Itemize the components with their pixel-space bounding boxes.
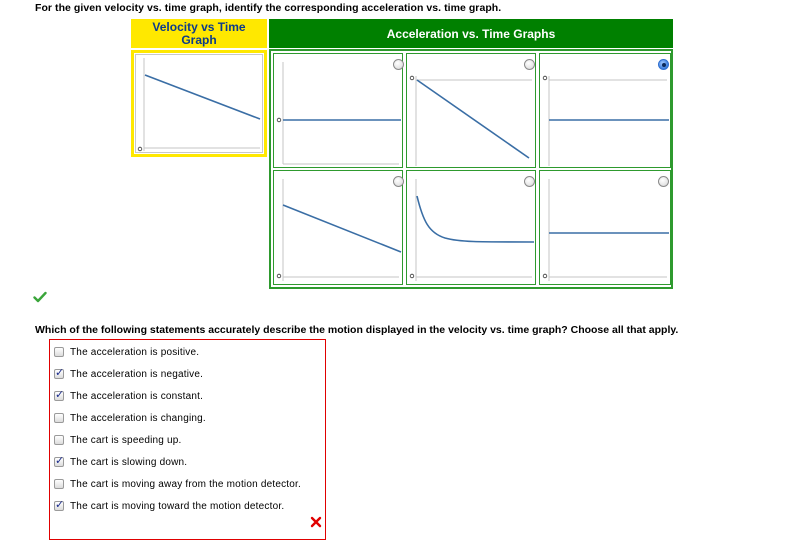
statements-options-box (49, 339, 326, 540)
statement-3-checkbox[interactable] (54, 391, 64, 401)
question-text: For the given velocity vs. time graph, identify the corresponding acceleration vs. time graph. (35, 2, 502, 14)
statement-5[interactable] (54, 433, 182, 447)
statement-2[interactable] (54, 367, 203, 381)
velocity-graph-frame (135, 54, 263, 153)
statement-5-label: The cart is speeding up. (70, 434, 182, 446)
statement-8-checkbox[interactable] (54, 501, 64, 511)
statement-3[interactable] (54, 389, 203, 403)
statement-6-label: The cart is slowing down. (70, 456, 188, 468)
acceleration-option-5[interactable] (406, 170, 536, 285)
statement-7-label: The cart is moving away from the motion detector. (70, 478, 302, 490)
acceleration-graph-6 (540, 171, 670, 284)
acceleration-graph-2 (407, 54, 535, 167)
acceleration-option-2[interactable] (406, 53, 536, 168)
acceleration-option-2-radio[interactable] (524, 59, 535, 70)
statement-2-label: The acceleration is negative. (70, 368, 204, 380)
statement-6-checkbox[interactable] (54, 457, 64, 467)
acceleration-option-3[interactable] (539, 53, 671, 168)
statement-1[interactable] (54, 345, 199, 359)
statement-8-label: The cart is moving toward the motion detector. (70, 500, 285, 512)
statement-1-checkbox[interactable] (54, 347, 64, 357)
statement-7-checkbox[interactable] (54, 479, 64, 489)
velocity-header-line1: Velocity vs Time (152, 20, 246, 34)
acceleration-option-4[interactable] (273, 170, 403, 285)
statement-3-label: The acceleration is constant. (70, 390, 204, 402)
statement-4[interactable] (54, 411, 206, 425)
velocity-graph-header (131, 19, 267, 48)
acceleration-option-5-radio[interactable] (524, 176, 535, 187)
acceleration-option-6[interactable] (539, 170, 671, 285)
statement-4-label: The acceleration is changing. (70, 412, 206, 424)
acceleration-option-1-radio[interactable] (393, 59, 404, 70)
green-check-icon (33, 291, 47, 303)
red-x-icon (310, 516, 322, 528)
statement-1-label: The acceleration is positive. (70, 346, 200, 358)
acceleration-graphs-grid (269, 49, 673, 289)
statement-8[interactable] (54, 499, 284, 513)
statement-2-checkbox[interactable] (54, 369, 64, 379)
statement-5-checkbox[interactable] (54, 435, 64, 445)
question2-text: Which of the following statements accurately describe the motion displayed in the velocity vs. time graph? Choose all that apply. (35, 324, 679, 336)
acceleration-graphs-header: Acceleration vs. Time Graphs (269, 19, 673, 48)
statement-4-checkbox[interactable] (54, 413, 64, 423)
acceleration-graph-3 (540, 54, 670, 167)
velocity-graph (136, 55, 264, 154)
acceleration-graph-1 (274, 54, 402, 167)
statement-6[interactable] (54, 455, 187, 469)
statement-7[interactable] (54, 477, 301, 491)
velocity-graph-cell (131, 50, 267, 157)
acceleration-option-1[interactable] (273, 53, 403, 168)
acceleration-graph-5 (407, 171, 535, 284)
velocity-header-line2: Graph (181, 33, 217, 47)
acceleration-option-6-radio[interactable] (658, 176, 669, 187)
acceleration-option-4-radio[interactable] (393, 176, 404, 187)
acceleration-option-3-radio[interactable] (658, 59, 669, 70)
acceleration-graph-4 (274, 171, 402, 284)
